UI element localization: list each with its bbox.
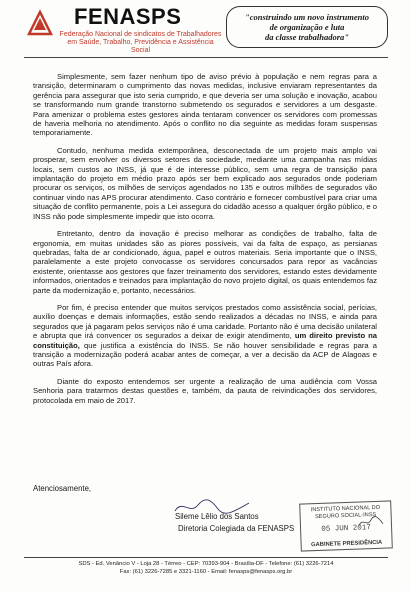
stamp-department: GABINETE PRESIDÊNCIA: [310, 539, 383, 549]
letterhead: [0, 0, 410, 62]
brand-name: FENASPS: [74, 4, 182, 29]
brand-subtitle: [58, 31, 223, 55]
tagline-box: [226, 6, 388, 48]
signer-role: Diretoria Colegiada da FENASPS: [178, 524, 295, 533]
footer-address: SDS - Ed. Venâncio V - Loja 28 - Térreo - CEP: 70393-904 - Brasília-DF - Telefone: (61) 3226-7214: [78, 561, 334, 567]
brand-subtitle-line-2: em Saúde, Trabalho, Previdência e Assistência Social: [67, 39, 214, 54]
stamp-initials-mark: [357, 516, 385, 529]
letter-body: [33, 72, 377, 413]
stamp-line-2: SEGURO SOCIAL-INSS: [314, 511, 377, 520]
paragraph-1: Simplesmente, sem fazer nenhum tipo de aviso prévio à população e nem regras para a transição, determinaram o cumprimento das novas medidas, inclusive enviaram representantes da gerência para assegurar que isto seria cumprido, e que deveria ser uma solução e inovação, acabou se transformando num grande transtorno submetendo os segurados e servidores a um desgaste. Para amenizar o problema estes gestores ainda tentaram convencer os servidores com promessas de haveria melhoria no atendimento. Após o conflito no dia seguinte as medidas foram suspensas temporariamente.: [33, 72, 377, 138]
paragraph-3: Entretanto, dentro da inovação é preciso melhorar as condições de trabalho, falta de ergonomia, em muitas unidades são as piores possíveis, vai da falta de espaço, as persianas quebradas, falta de ar condicionado, água, papel e outros materiais. Seria importante que o INSS, paralelamente a este projeto convocasse os servidores concursados para repor as vacâncias existente, orientasse aos gestores que fazer treinamento dos servidores, estando estes devidamente informados, orientados e treinados para implantação do novo projeto digital, os quais entendemos faz parte da modernização e, portanto, necessários.: [33, 229, 377, 295]
fenasps-logo-icon: [25, 8, 55, 38]
closing-salutation: Atenciosamente,: [33, 484, 92, 493]
footer-contact: Fax: (61) 3226-7285 e 3321-1160 - Email: fenasps@fenasps.org.br: [119, 568, 293, 575]
footer: [24, 561, 388, 576]
footer-divider: [24, 557, 388, 558]
paragraph-2: Contudo, nenhuma medida extemporânea, desconectada de um projeto mais amplo vai prosperar, sem envolver os diversos setores da sociedade, mediante uma campanha nas mídias locais, sem custos ao INSS, já que é de interesse público, sem uma regra de transição para implantação do projeto em médio prazo após ser bem explicado aos segurados onde poderiam procurar os serviços, os milhões de serviços agendados no 135 e outros milhões de segurados vão continuar vindo nas APS procurar atendimento. Caso contrário e fornecer combustível para criar uma situação de conflito permanente, pois a Lei assegura do cidadão acesso a qualquer órgão público, e o INSS não pode simplesmente impedir que isto ocorra.: [33, 145, 377, 221]
paragraph-4-emphasis: um direito previsto na constituição,: [33, 331, 378, 350]
header-divider: [24, 57, 388, 58]
signer-name: Sileme Lêlio dos Santos: [175, 512, 259, 521]
paragraph-4: [33, 303, 377, 369]
brand-subtitle-line-1: Federação Nacional de sindicatos de Trabalhadores: [59, 31, 222, 38]
brand-block: [58, 5, 223, 55]
reception-stamp: [299, 500, 393, 551]
paragraph-4-part-b: que justifica a existência do INSS. Se não houver sensibilidade e regras para a transição a modernização poderá acabar antes de começar, a ver a decisão da ACP de Alagoas e outras País afora.: [33, 340, 377, 369]
tagline-line-2: de organização e luta: [269, 22, 345, 32]
tagline-line-1: "construindo um novo instrumento: [245, 12, 369, 22]
paragraph-5: Diante do exposto entendemos ser urgente a realização de uma audiência com Vossa Senhoria para tratarmos destas questões e, também, da pauta de reivindicações dos servidores, protocolada em maio de 2017.: [33, 376, 377, 405]
tagline-line-3: da classe trabalhadora": [264, 32, 350, 42]
stamp-line-1: INSTITUTO NACIONAL DO: [310, 504, 381, 514]
paragraph-4-part-a: Por fim, é preciso entender que muitos serviços prestados como assistência social, perícias, auxílio doenças e demais informações, estão sendo realizados a décadas no INSS, e ainda para segurados que já pagaram pelos serviços não é uma caridade. Portanto não é uma decisão unilateral e abrupta que irá convencer os segurados a deixar de exigir atendimento,: [33, 302, 377, 341]
stamp-date: 05 JUN 2017: [321, 524, 371, 534]
